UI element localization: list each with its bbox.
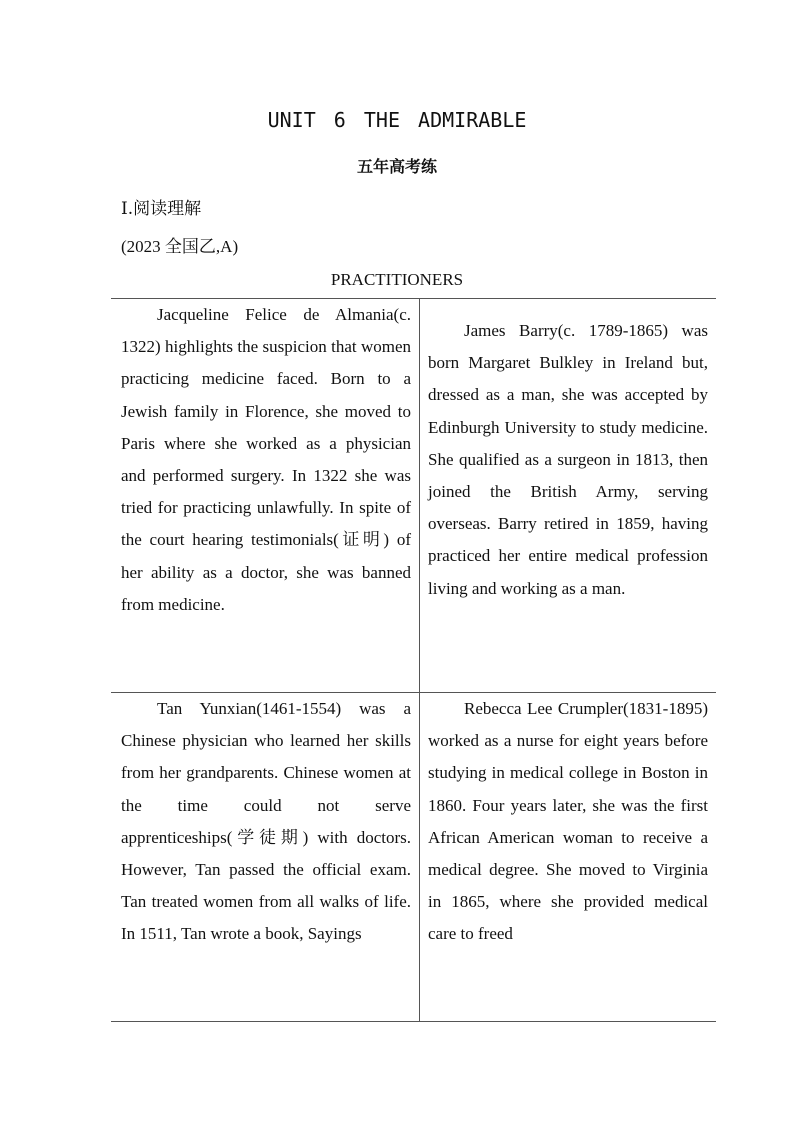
table-cell [420,299,717,693]
practitioners-table [111,298,716,1022]
table-cell [420,693,717,1022]
bio-tan-yunxian: Tan Yunxian(1461-1554) was a Chinese physician who learned her skills from her grandparents. Chinese women at the time could not serve apprenticeships(学徒期) with doctors. However, Tan passed the official exam. Tan treated women from all walks of life. In 1511, Tan wrote a book, Sayings [121,699,411,944]
table-row [111,693,716,1022]
table-cell [111,299,420,693]
passage-title: PRACTITIONERS [330,270,464,289]
exam-source: (2023 全国乙,A) [121,237,239,256]
section-label: Ⅰ.阅读理解 [121,199,202,219]
bio-almania: Jacqueline Felice de Almania(c. 1322) highlights the suspicion that women practicing medicine faced. Born to a Jewish family in Florence, she moved to Paris where she worked as a physician and performed surgery. In 1322 she was tried for practicing unlawfully. In spite of the court hearing testimonials(证明) of her ability as a doctor, she was banned from medicine. [121,305,411,614]
table-cell [111,693,420,1022]
practice-subtitle: 五年高考练 [356,157,437,176]
bio-crumpler: Rebecca Lee Crumpler(1831-1895) worked as a nurse for eight years before studying in medical college in Boston in 1860. Four years later, she was the first African American woman to receive a medical degree. She moved to Virginia in 1865, where she provided medical care to freed [428,699,708,944]
bio-barry: James Barry(c. 1789-1865) was born Margaret Bulkley in Ireland but, dressed as a man, she was accepted by Edinburgh University to study medicine. She qualified as a surgeon in 1813, then joined the British Army, serving overseas. Barry retired in 1859, having practiced her entire medical profession living and working as a man. [428,321,708,598]
table-row [111,299,716,693]
unit-title: UNIT 6 THE ADMIRABLE [267,108,527,132]
